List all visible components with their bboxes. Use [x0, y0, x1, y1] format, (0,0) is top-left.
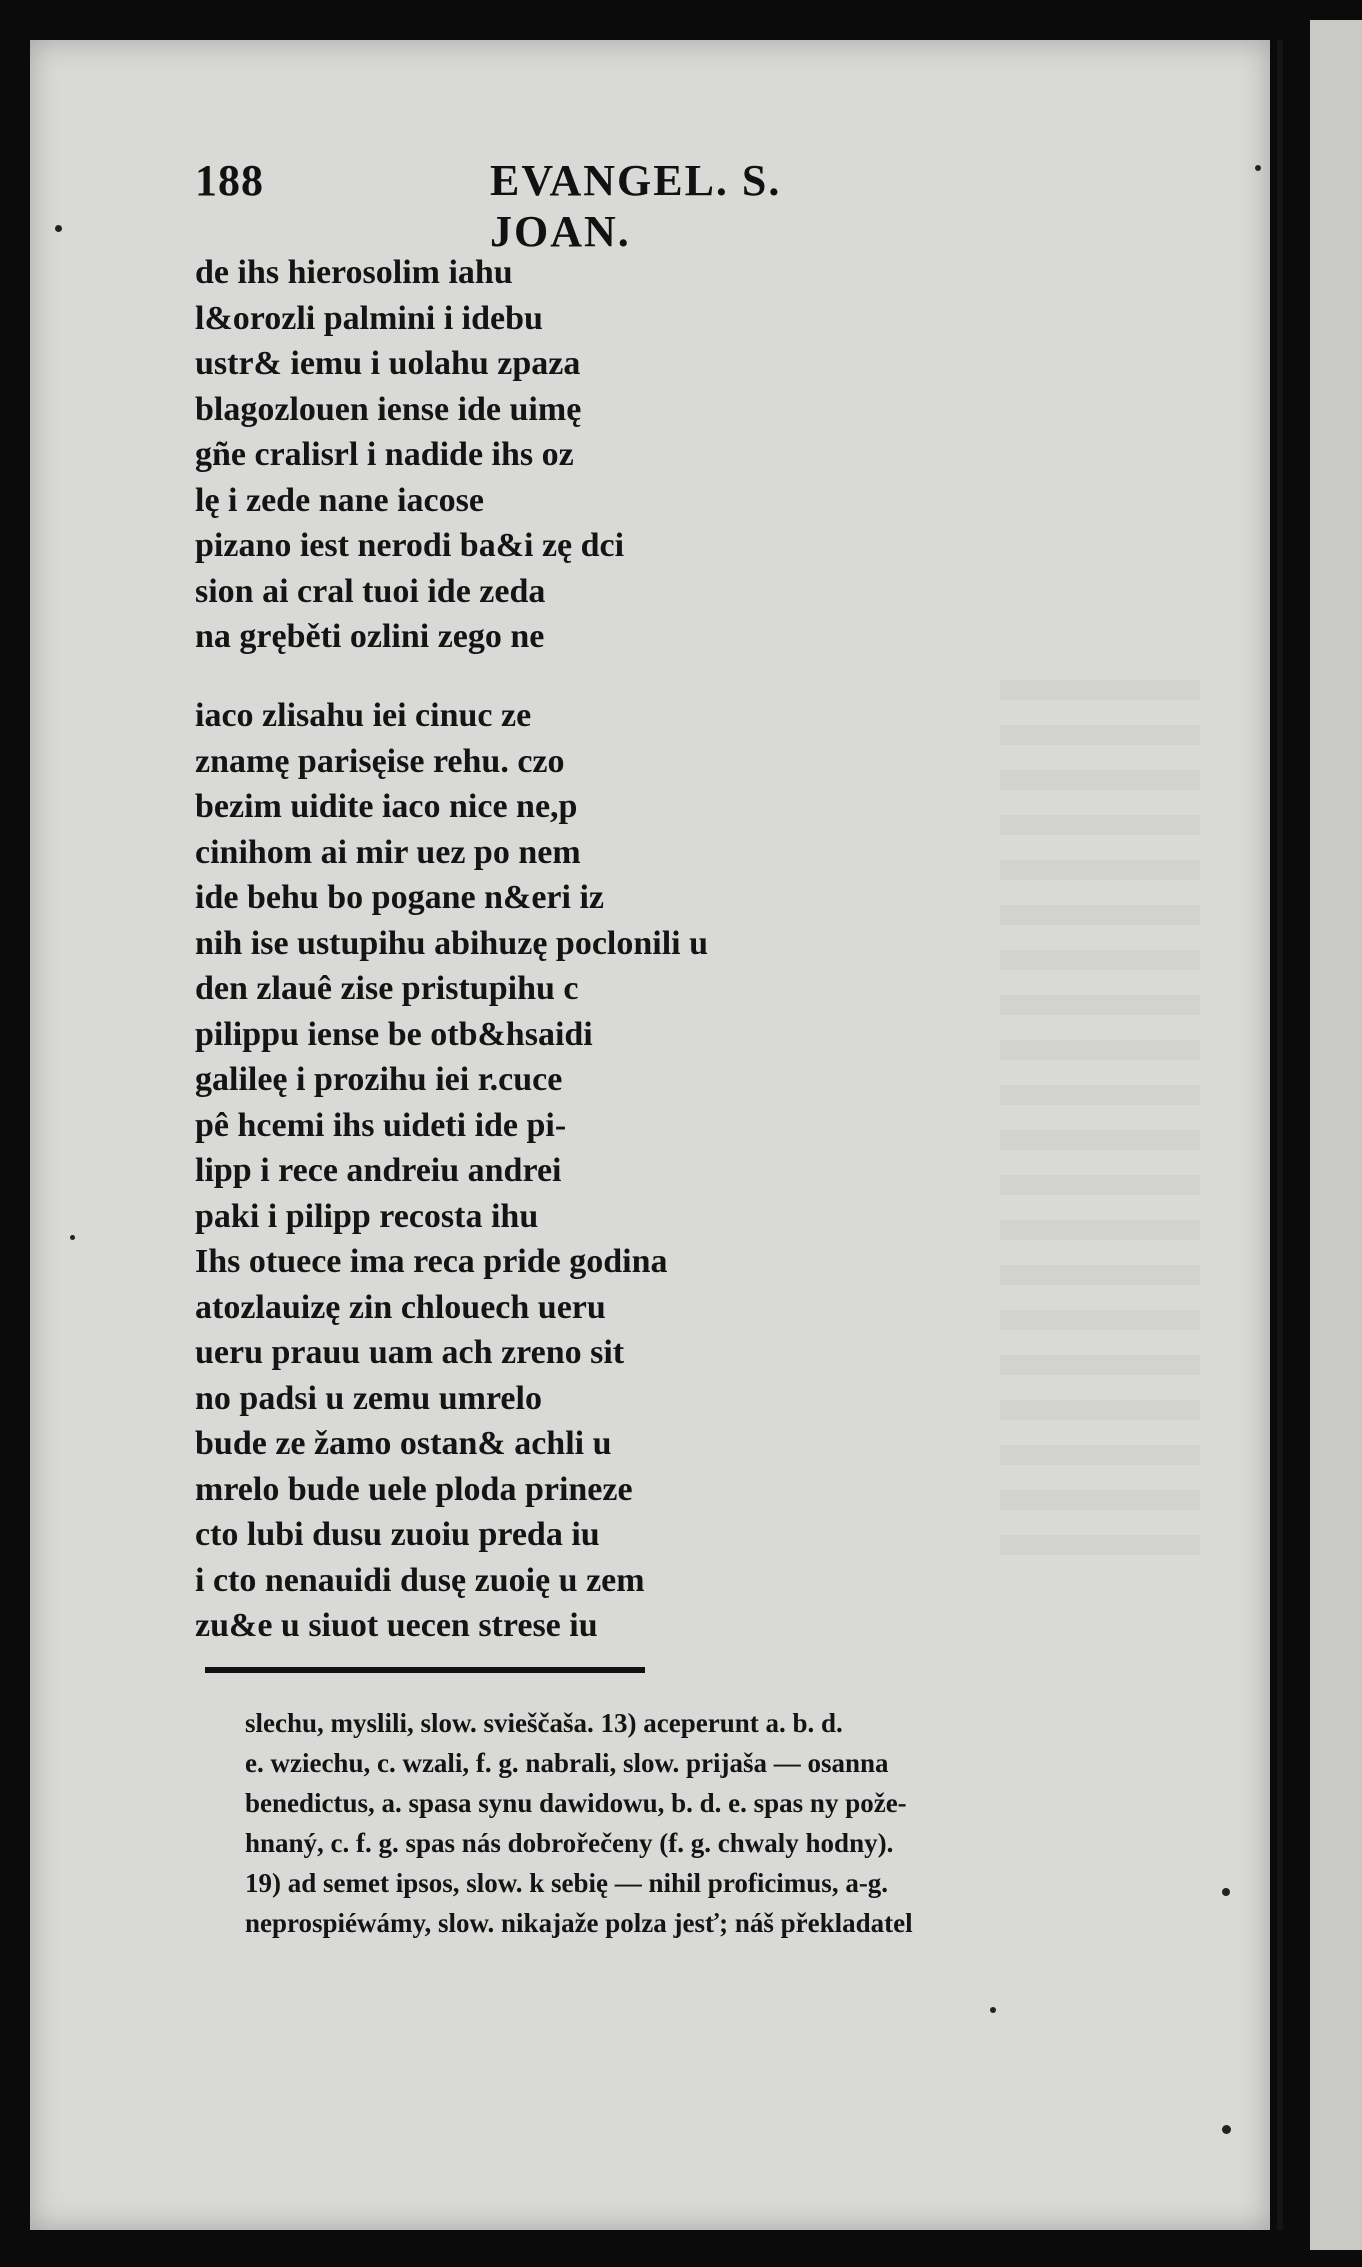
text-line: cinihom ai mir uez po nem	[195, 833, 581, 871]
print-speck	[1222, 2125, 1231, 2134]
text-line: lę i zede nane iacose	[195, 481, 484, 519]
text-line: ustr& iemu i uolahu zpaza	[195, 345, 581, 382]
print-speck	[55, 225, 62, 232]
footnote-line: neprospiéwámy, slow. nikajaže polza jesť; náš překladatel	[245, 1908, 913, 1938]
text-line: galileę i prozihu iei r.cuce	[195, 1061, 563, 1098]
text-line: bude ze žamo ostan& achli u	[195, 1425, 612, 1462]
text-line: cto lubi dusu zuoiu preda iu	[195, 1516, 600, 1553]
text-block-1	[195, 250, 624, 660]
text-line: sion ai cral tuoi ide zeda	[195, 572, 546, 610]
text-line: Ihs otuece ima reca pride godina	[195, 1243, 668, 1280]
text-line: bezim uidite iaco nice ne,p	[195, 788, 578, 825]
text-line: atozlauizę zin chlouech ueru	[195, 1288, 606, 1326]
text-line: ide behu bo pogane n&eri iz	[195, 879, 604, 916]
text-line: nih ise ustupihu abihuzę poclonili u	[195, 924, 709, 962]
text-line: pizano iest nerodi ba&i zę dci	[195, 527, 625, 564]
print-speck	[1222, 1888, 1230, 1896]
footnotes	[245, 1703, 1225, 1943]
text-line: den zlauê zise pristupihu c	[195, 970, 579, 1007]
text-line: na gręběti ozlini zego ne	[195, 618, 545, 655]
footnote-rule	[205, 1667, 645, 1673]
text-line: mrelo bude uele ploda prineze	[195, 1470, 633, 1508]
text-line: pilippu iense be otb&hsaidi	[195, 1015, 593, 1053]
text-line: iaco zlisahu iei cinuc ze	[195, 697, 532, 734]
show-through-texture	[1000, 680, 1200, 1580]
footnote-line: e. wziechu, c. wzali, f. g. nabrali, slow. prijaša — osanna	[245, 1748, 889, 1778]
text-line: pê hcemi ihs uideti ide pi-	[195, 1106, 567, 1144]
print-speck	[70, 1235, 75, 1240]
text-line: paki i pilipp recosta ihu	[195, 1197, 539, 1235]
text-line: zu&e u siuot uecen strese iu	[195, 1607, 598, 1644]
text-line: gñe cralisrl i nadide ihs oz	[195, 436, 574, 473]
print-speck	[990, 2007, 996, 2013]
footnote-line: 19) ad semet ipsos, slow. k sebię — nihil proficimus, a-g.	[245, 1868, 889, 1898]
text-line: no padsi u zemu umrelo	[195, 1379, 542, 1417]
text-line: blagozlouen iense ide uimę	[195, 390, 582, 428]
footnote-line: benedictus, a. spasa synu dawidowu, b. d. e. spas ny pože-	[245, 1788, 907, 1818]
running-head: EVANGEL. S. JOAN.	[490, 156, 782, 256]
facing-page-edge	[1310, 20, 1362, 2250]
text-line: de ihs hierosolim iahu	[195, 254, 513, 291]
page-header	[195, 155, 915, 256]
text-line: lipp i rece andreiu andrei	[195, 1152, 562, 1189]
footnote-line: slechu, myslili, slow. svieščaša. 13) aceperunt a. b. d.	[245, 1708, 843, 1738]
footnote-line: hnaný, c. f. g. spas nás dobrořečeny (f. g. chwaly hodny).	[245, 1828, 894, 1858]
text-block-2	[195, 693, 708, 1649]
print-speck	[1255, 165, 1261, 171]
text-line: znamę parisęise rehu. czo	[195, 742, 565, 780]
text-line: i cto nenauidi dusę zuoię u zem	[195, 1561, 645, 1599]
text-line: l&orozli palmini i idebu	[195, 299, 543, 337]
page-number: 188	[195, 156, 264, 205]
text-line: ueru prauu uam ach zreno sit	[195, 1334, 625, 1371]
page-gutter	[1277, 40, 1283, 2230]
